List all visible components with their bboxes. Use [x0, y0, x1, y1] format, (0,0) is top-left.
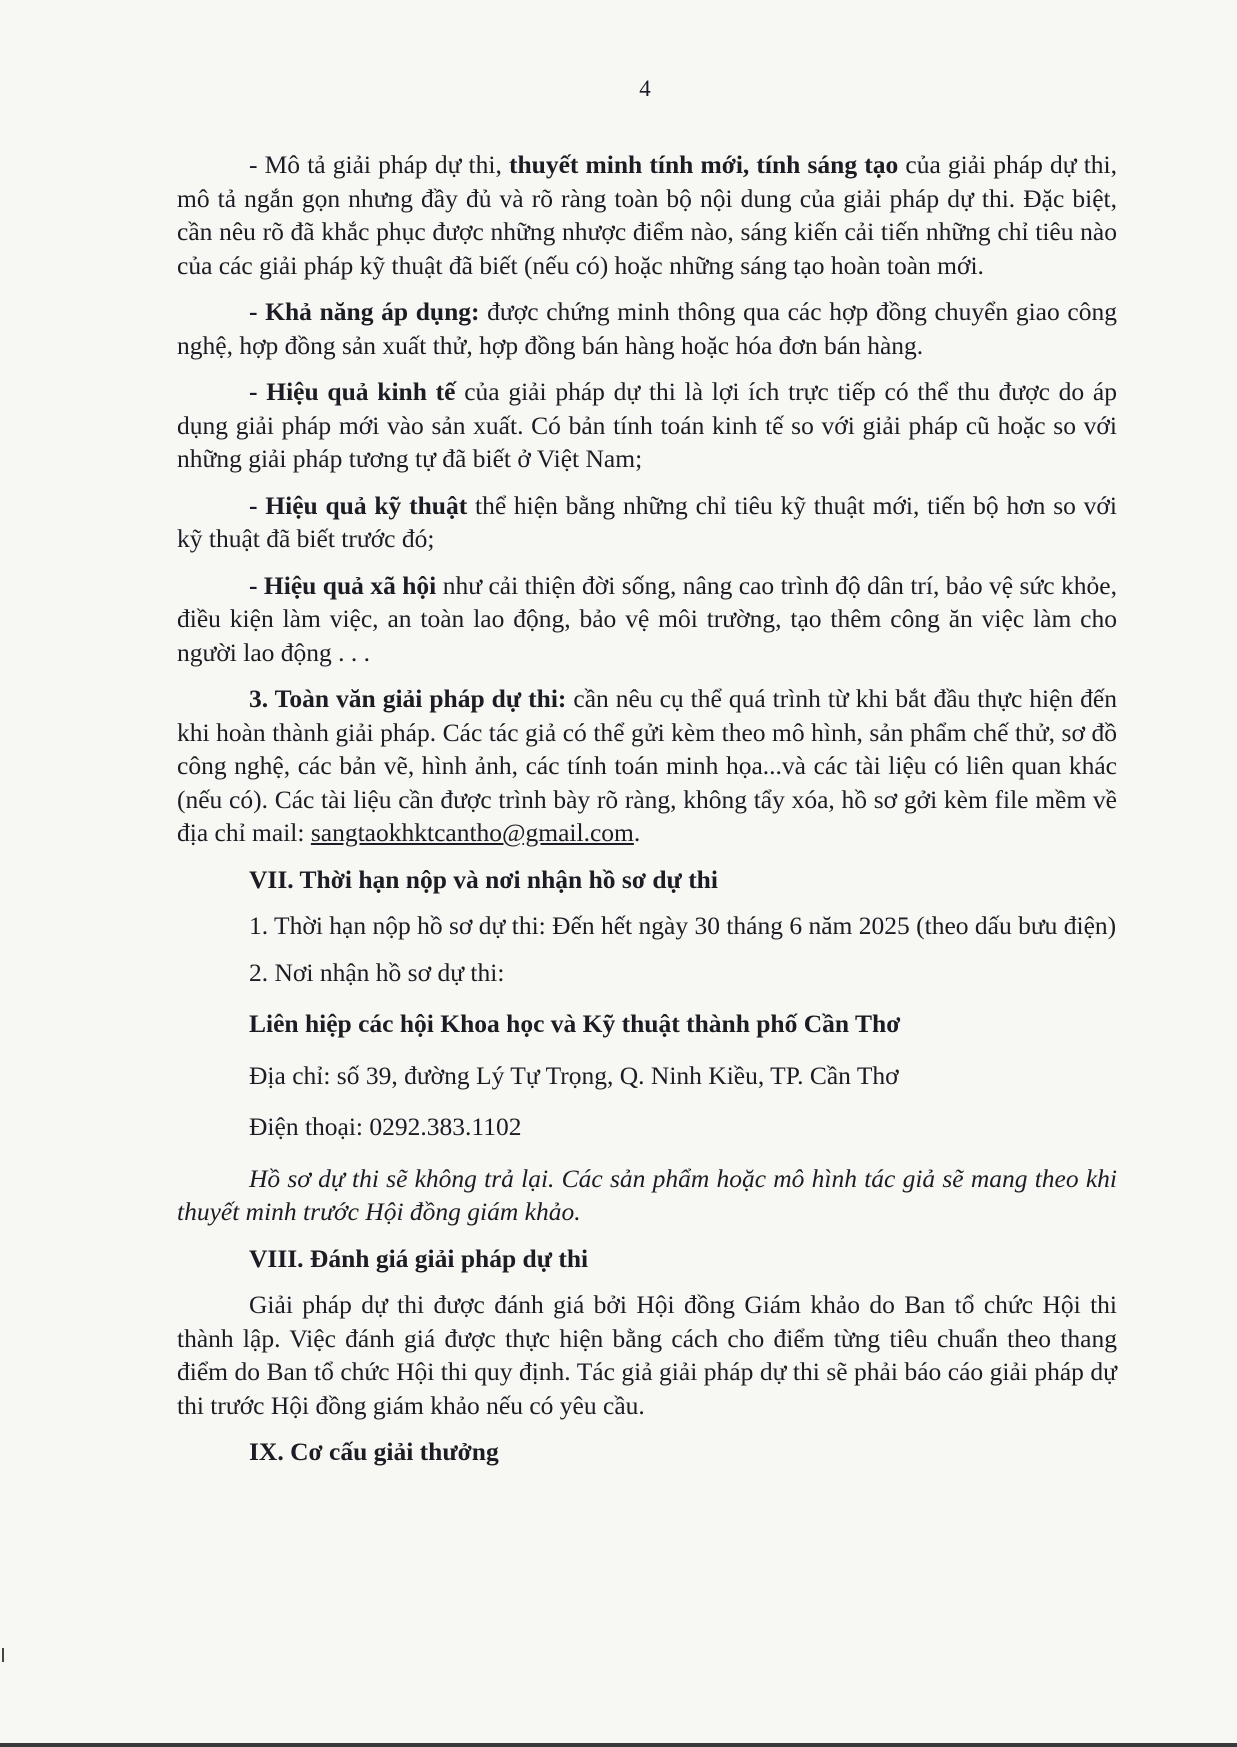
paragraph-economic-efficiency: [177, 375, 1117, 476]
section-9-heading: IX. Cơ cấu giải thưởng: [249, 1437, 499, 1466]
scan-mark: [2, 1648, 4, 1662]
scan-bottom-edge: [0, 1743, 1237, 1747]
full-text-label: 3. Toàn văn giải pháp dự thi:: [249, 684, 567, 713]
social-efficiency-label: - Hiệu quả xã hội: [249, 570, 437, 600]
description-bold: thuyết minh tính mới, tính sáng tạo: [508, 150, 899, 179]
paragraph-technical-efficiency: [177, 489, 1117, 556]
page-number: 4: [639, 76, 651, 101]
paragraph-social-efficiency: [177, 569, 1117, 670]
organization-phone: Điện thoại: 0292.383.1102: [249, 1112, 522, 1141]
section-7-heading: VII. Thời hạn nộp và nơi nhận hồ sơ dự thi: [249, 864, 718, 894]
full-text-end: .: [633, 818, 641, 847]
page-content: [177, 148, 1117, 1469]
paragraph-full-text: [177, 682, 1117, 850]
section-7-receiving-place: 2. Nơi nhận hồ sơ dự thi:: [249, 957, 505, 987]
economic-efficiency-label: - Hiệu quả kinh tế: [249, 377, 456, 406]
social-efficiency-text: như cải thiện đời sống, nâng cao trình độ dân trí, bảo vệ sức khỏe, điều kiện làm việc, an toàn lao động, bảo vệ môi trường, tạo thêm công ăn việc làm cho người lao động . . .: [177, 570, 1117, 667]
applicability-label: - Khả năng áp dụng:: [249, 297, 480, 326]
email-link[interactable]: sangtaokhktcantho@gmail.com: [310, 818, 634, 847]
paragraph-description: [177, 148, 1117, 282]
section-7-note: Hồ sơ dự thi sẽ không trả lại. Các sản phẩm hoặc mô hình tác giả sẽ mang theo khi thuyết minh trước Hội đồng giám khảo.: [177, 1163, 1117, 1226]
organization-address: Địa chỉ: số 39, đường Lý Tự Trọng, Q. Ninh Kiều, TP. Cần Thơ: [249, 1060, 899, 1090]
section-8-heading: VIII. Đánh giá giải pháp dự thi: [249, 1243, 589, 1273]
description-text-b: của giải pháp dự thi, mô tả ngắn gọn nhưng đầy đủ và rõ ràng toàn bộ nội dung của giải pháp dự thi. Đặc biệt, cần nêu rõ đã khắc phục được những nhược điểm nào, sáng kiến cải tiến những chỉ tiêu nào của các giải pháp kỹ thuật đã biết (nếu có) hoặc những sáng tạo hoàn toàn mới.: [177, 150, 1117, 280]
section-7-deadline: 1. Thời hạn nộp hồ sơ dự thi: Đến hết ngày 30 tháng 6 năm 2025 (theo dấu bưu điện): [249, 911, 1117, 940]
technical-efficiency-label: - Hiệu quả kỹ thuật: [249, 490, 468, 520]
technical-efficiency-text: thể hiện bằng những chỉ tiêu kỹ thuật mới, tiến bộ hơn so với kỹ thuật đã biết trước đó;: [177, 490, 1117, 553]
full-text-body: cần nêu cụ thể quá trình từ khi bắt đầu thực hiện đến khi hoàn thành giải pháp. Các tác giả có thể gửi kèm theo mô hình, sản phẩm chế thử, sơ đồ công nghệ, các bản vẽ, hình ảnh, các tính toán minh họa...và các tài liệu có liên quan khác (nếu có). Các tài liệu cần được trình bày rõ ràng, không tẩy xóa, hồ sơ gởi kèm file mềm về địa chỉ mail:: [177, 684, 1117, 847]
economic-efficiency-text: của giải pháp dự thi là lợi ích trực tiếp có thể thu được do áp dụng giải pháp mới vào sản xuất. Có bản tính toán kinh tế so với giải pháp cũ hoặc so với những giải pháp tương tự đã biết ở Việt Nam;: [177, 377, 1117, 473]
paragraph-applicability: [177, 295, 1117, 362]
organization-name: Liên hiệp các hội Khoa học và Kỹ thuật thành phố Cần Thơ: [249, 1009, 901, 1038]
applicability-text: được chứng minh thông qua các hợp đồng chuyển giao công nghệ, hợp đồng sản xuất thử, hợp đồng bán hàng hoặc hóa đơn bán hàng.: [177, 297, 1117, 360]
section-8-text: Giải pháp dự thi được đánh giá bởi Hội đồng Giám khảo do Ban tổ chức Hội thi thành lập. Việc đánh giá được thực hiện bằng cách cho điểm từng tiêu chuẩn theo thang điểm do Ban tổ chức Hội thi quy định. Tác giả giải pháp dự thi sẽ phải báo cáo giải pháp dự thi trước Hội đồng giám khảo nếu có yêu cầu.: [177, 1290, 1117, 1420]
description-text-a: - Mô tả giải pháp dự thi,: [249, 150, 509, 179]
